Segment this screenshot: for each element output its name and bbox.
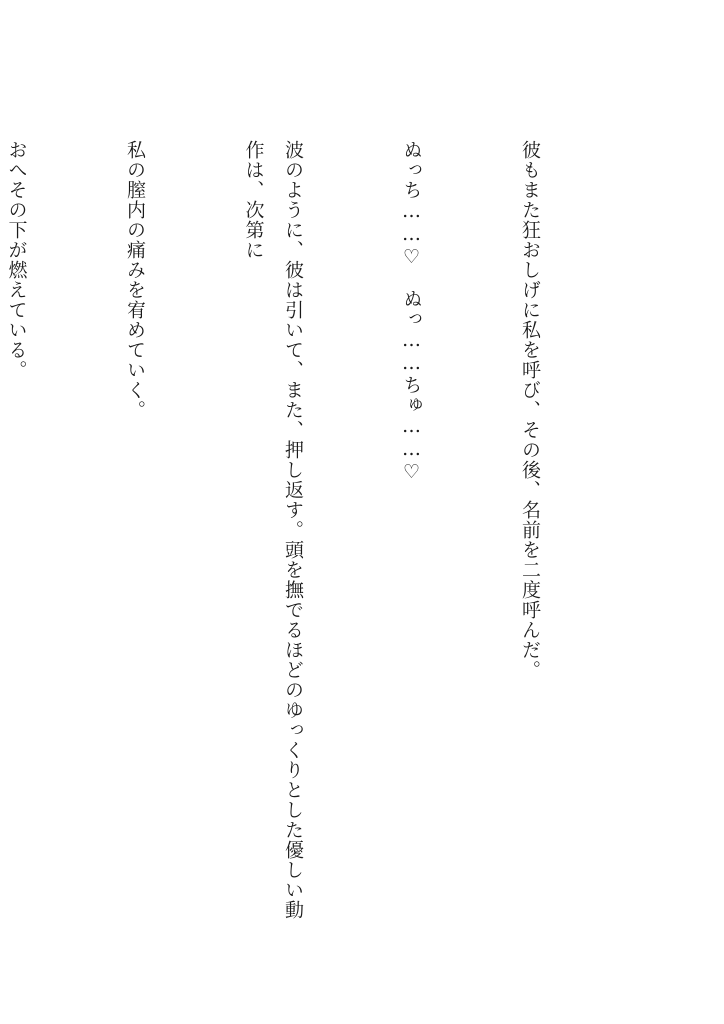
text-line: ぬっち……♡ ぬっ……ちゅ……♡	[400, 140, 423, 484]
text-line: 私の膣内の痛みを宥めていく。	[124, 140, 146, 420]
text-line: 波のように、彼は引いて、また、押し返す。頭を撫でるほどのゆっくりとした優しい動作は、次第に	[242, 140, 304, 920]
text-line: 彼もまた狂おしげに私を呼び、その後、名前を二度呼んだ。	[519, 140, 541, 680]
vertical-text-body	[0, 140, 628, 920]
text-line: おへその下が燃えている。	[5, 140, 28, 380]
